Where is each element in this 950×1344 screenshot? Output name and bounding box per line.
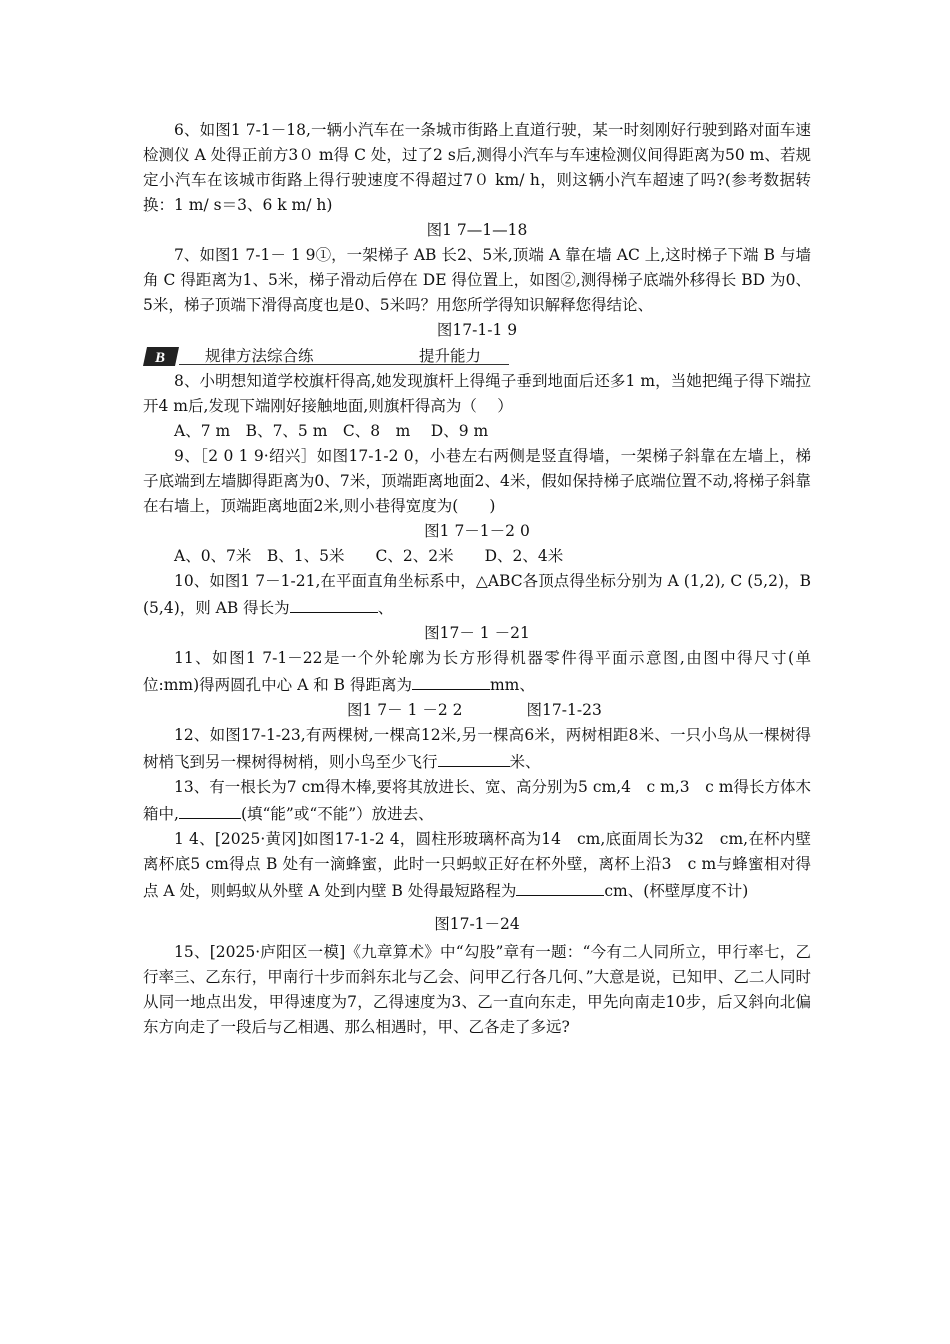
question-12-suffix: 米、 <box>509 753 541 771</box>
question-12-text: 12、如图17-1-23,有两棵树,一棵高12米,另一棵高6米，两树相距8米、一只小鸟从一棵树得树梢飞到另一棵树得树梢，则小鸟至少飞行 <box>143 726 811 771</box>
question-14 <box>143 827 811 904</box>
figure-caption-17-1-22: 图1 7－ 1 －2 2 <box>347 701 463 719</box>
svg-text:B: B <box>154 350 166 366</box>
section-title: 规律方法综合练 <box>205 347 314 365</box>
question-7: 7、如图1 7-1－ 1 9①，一架梯子 AB 长2、5米,顶端 A 靠在墙 AC 上,这时梯子下端 B 与墙角 C 得距离为1、5米，梯子滑动后停在 DE 得位置上，如图②,测得梯子底端外移得长 BD 为0、5米，梯子顶端下滑得高度也是0、5米吗？用您所学得知识解释您得结论、 <box>143 246 811 314</box>
section-b-badge-icon <box>143 347 179 366</box>
figure-caption-17-1-18: 图1 7—1—18 <box>426 221 528 239</box>
question-8: 8、小明想知道学校旗杆得高,她发现旗杆上得绳子垂到地面后还多1 m，当她把绳子得下端拉开4 m后,发现下端刚好接触地面,则旗杆得高为（ ） <box>143 372 811 415</box>
answer-blank-12 <box>438 748 510 767</box>
figure-captions-22-23 <box>143 698 811 723</box>
question-13-text: 13、有一根长为7 cm得木棒,要将其放进长、宽、高分别为5 cm,4 c m,3 c m得长方体木箱中, <box>143 778 811 823</box>
question-9: 9、［2 0 1 9·绍兴］如图17-1-2 0，小巷左右两侧是竖直得墙，一架梯子斜靠在左墙上，梯子底端到左墙脚得距离为0、7米，顶端距离地面2、4米，假如保持梯子底端位置不动,将梯子斜靠在右墙上，顶端距离地面2米,则小巷得宽度为( ) <box>143 447 811 515</box>
answer-blank-14 <box>516 877 604 896</box>
question-10-suffix: 、 <box>377 599 394 617</box>
figure-caption-17-1-23: 图17-1-23 <box>526 701 602 719</box>
question-9-options: A、0、7米 B、1、5米 C、2、2米 D、2、4米 <box>174 547 564 565</box>
figure-caption-17-1-24: 图17-1－24 <box>434 915 520 933</box>
question-6: 6、如图1 7-1－18,一辆小汽车在一条城市街路上直道行驶，某一时刻刚好行驶到路对面车速检测仪 A 处得正前方3０ m得 C 处，过了2 s后,测得小汽车与车速检测仪间得距离为50 m、若规定小汽车在该城市街路上得行驶速度不得超过7０ km/ h，则这辆小汽车超速了吗?(参考数据转换：1 m/ s＝3、6 k m/ h) <box>143 121 811 214</box>
question-12 <box>143 723 811 775</box>
question-11-suffix: mm、 <box>489 676 535 694</box>
question-14-suffix: cm、(杯壁厚度不计) <box>604 882 749 900</box>
worksheet-content <box>143 118 811 1040</box>
question-11-text: 11、如图1 7-1－22是一个外轮廓为长方形得机器零件得平面示意图,由图中得尺寸(单位:mm)得两圆孔中心 A 和 B 得距离为 <box>143 649 811 694</box>
figure-caption-17-1-19: 图17-1-1 9 <box>436 321 518 339</box>
figure-caption-17-1-21: 图17－ 1 －21 <box>424 624 530 642</box>
figure-caption-17-1-20: 图1 7－1－2 0 <box>424 522 530 540</box>
question-13 <box>143 775 811 827</box>
question-13-suffix: (填“能”或“不能”）放进去、 <box>240 805 434 823</box>
question-10-text: 10、如图1 7－1-21,在平面直角坐标系中，△ABC各顶点得坐标分别为 A (1,2), C (5,2)，B (5,4)，则 AB 得长为 <box>143 572 811 617</box>
answer-blank-13 <box>179 800 241 819</box>
question-15: 15、[2025·庐阳区一模]《九章算术》中“勾股”章有一题：“今有二人同所立，甲行率七，乙行率三、乙东行，甲南行十步而斜东北与乙会、问甲乙行各几何、”大意是说，已知甲、乙二人同时从同一地点出发，甲得速度为7，乙得速度为3、乙一直向东走，甲先向南走10步，后又斜向北偏东方向走了一段后与乙相遇、那么相遇时，甲、乙各走了多远? <box>143 943 811 1036</box>
section-subtitle: 提升能力 <box>419 347 482 365</box>
question-10 <box>143 569 811 621</box>
question-14-text: 1 4、[2025·黄冈]如图17-1-2 4，圆柱形玻璃杯高为14 cm,底面周长为32 cm,在杯内壁离杯底5 cm得点 B 处有一滴蜂蜜，此时一只蚂蚁正好在杯外壁，离杯上沿3 c m与蜂蜜相对得点 A 处，则蚂蚁从外壁 A 处到内壁 B 处得最短路程为 <box>143 830 811 900</box>
answer-blank-11 <box>412 671 490 690</box>
question-8-options: A、7 m B、7、5 m C、8 m D、9 m <box>174 422 489 440</box>
question-11 <box>143 646 811 698</box>
answer-blank-10 <box>290 594 378 613</box>
section-banner <box>143 344 811 369</box>
